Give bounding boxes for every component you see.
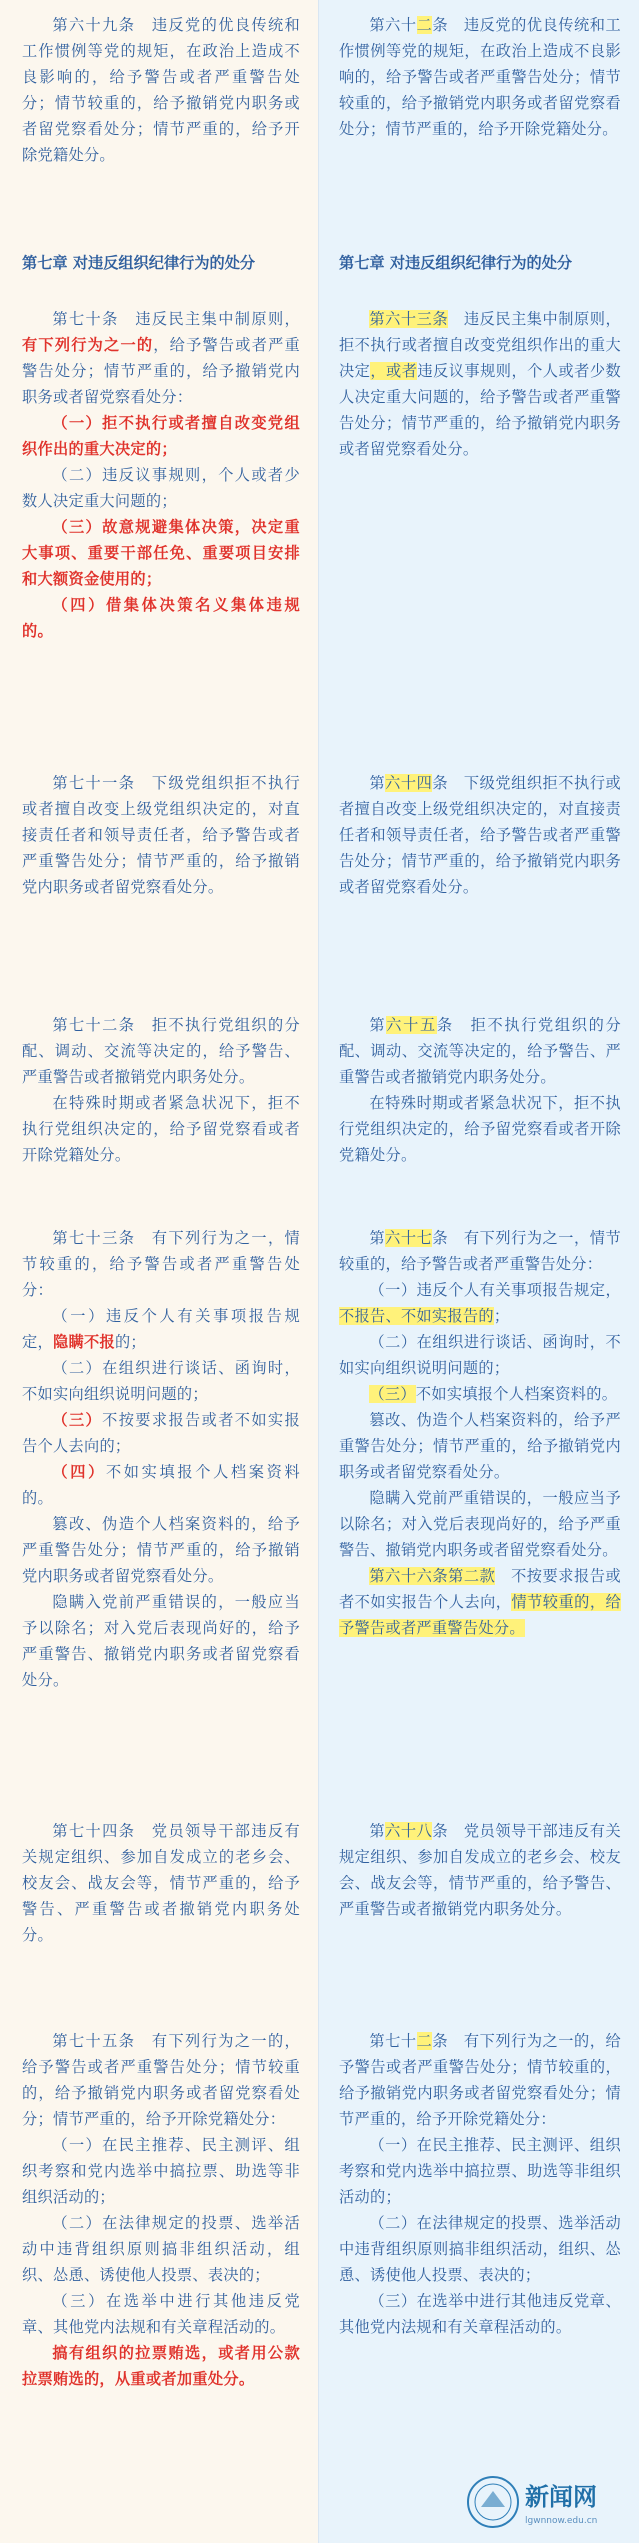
article-65 <box>339 1012 621 1168</box>
article-71 <box>22 770 300 900</box>
article-number: 第七十四条 <box>52 1822 136 1840</box>
article-body: 拒不执行党组织的分配、调动、交流等决定的，给予警告、严重警告或者撤销党内职务处分。 <box>339 1016 621 1086</box>
list-item <box>339 1277 621 1329</box>
article-number: 第 <box>369 774 386 792</box>
paragraph: 隐瞒入党前严重错误的，一般应当予以除名；对入党后表现尚好的，给予严重警告、撤销党内职务或者留党察看处分。 <box>22 1593 300 1689</box>
list-item-text: 的； <box>99 1437 131 1455</box>
article-64 <box>339 770 621 900</box>
highlighted-text: 第六十三条 <box>369 310 449 328</box>
article-67 <box>339 1225 621 1641</box>
list-item: （一）在民主推荐、民主测评、组织考察和党内选举中搞拉票、助选等非组织活动的； <box>339 2136 621 2206</box>
article-text <box>22 1225 300 1303</box>
article-number: 条 <box>432 774 449 792</box>
brand-text: 新闻网 <box>525 2483 597 2511</box>
article-text <box>339 306 621 462</box>
article-number: 第六十九条 <box>52 16 136 34</box>
moved-clause <box>339 1563 621 1641</box>
article-body: 违反民主集中制原则，拒不执行或者擅自改变党组织作出的重大决定 <box>339 310 621 380</box>
article-number: 条 <box>432 1229 449 1247</box>
list-item-text: （一）违反个人有关事项报告规定， <box>22 1307 300 1351</box>
article-body: 有下列行为之一，情节较重的，给予警告或者严重警告处分： <box>22 1229 301 1299</box>
highlighted-text: 六十五 <box>386 1016 437 1034</box>
article-number: 条 <box>432 1822 449 1840</box>
highlighted-text: 二 <box>416 2032 433 2050</box>
new-text: 隐瞒不报 <box>52 1333 115 1351</box>
paragraph: 不按要求报告或者不如实报告个人去向， <box>339 1567 621 1611</box>
highlighted-text: 二 <box>416 16 433 34</box>
article-body: 下级党组织拒不执行或者擅自改变上级党组织决定的，对直接责任者和领导责任者，给予警告或者严重警告处分；情节严重的，给予撤销党内职务或者留党察看处分。 <box>22 774 301 896</box>
right-column-old-version <box>318 0 639 2543</box>
article-text <box>339 1818 621 1922</box>
list-item: （二）在组织进行谈话、函询时，不如实向组织说明问题的； <box>22 1359 300 1403</box>
new-text: （一）拒不执行或者擅自改变党组织作出的重大决定的； <box>22 414 300 458</box>
chapter-heading <box>339 250 621 276</box>
paragraph: 在特殊时期或者紧急状况下，拒不执行党组织决定的，给予留党察看或者开除党籍处分。 <box>22 1094 300 1164</box>
list-item-text: （二）违反议事规则，个人或者少数人决定重大问题的； <box>22 466 300 510</box>
highlighted-text: （三） <box>369 1385 416 1403</box>
new-text: 有下列行为之一的 <box>22 336 154 354</box>
highlighted-text: 六十七 <box>385 1229 433 1247</box>
list-item <box>339 1381 621 1407</box>
article-text <box>22 306 300 410</box>
site-logo <box>463 2471 633 2533</box>
paragraph: 隐瞒入党前严重错误的，一般应当予以除名；对入党后表现尚好的，给予严重警告、撤销党内职务或者留党察看处分。 <box>339 1489 621 1559</box>
list-item <box>22 462 300 514</box>
article-62 <box>339 12 621 142</box>
list-item-text: 不如实填报个人档案资料的。 <box>22 1463 300 1507</box>
article-body: 违反议事规则，个人或者少数人决定重大问题的，给予警告或者严重警告处分；情节严重的，给予撤销党内职务或者留党察看处分。 <box>339 362 621 458</box>
article-text <box>339 1225 621 1277</box>
article-72 <box>22 1012 300 1168</box>
article-68 <box>339 1818 621 1922</box>
article-text <box>22 1012 300 1090</box>
article-body: 党员领导干部违反有关规定组织、参加自发成立的老乡会、校友会、战友会等，情节严重的，给予警告、严重警告或者撤销党内职务处分。 <box>339 1822 621 1918</box>
article-number: 第 <box>369 1016 387 1034</box>
article-text <box>339 2028 621 2132</box>
chapter-title: 第七章 对违反组织纪律行为的处分 <box>22 254 256 272</box>
article-number: 第七十 <box>369 2032 417 2050</box>
list-item: （一）在民主推荐、民主测评、组织考察和党内选举中搞拉票、助选等非组织活动的； <box>22 2136 300 2206</box>
chapter-heading <box>22 250 300 276</box>
highlighted-text: 第六十六条第二款 <box>369 1567 496 1585</box>
list-item: （二）在法律规定的投票、选举活动中违背组织原则搞非组织活动，组织、怂恿、诱使他人投票、表决的； <box>339 2214 621 2284</box>
list-item <box>22 1303 300 1355</box>
list-item-text: ； <box>493 1307 510 1325</box>
list-item-text: （一）违反个人有关事项报告规定， <box>369 1281 621 1299</box>
article-body: ，给予警告或者严重警告处分；情节严重的，给予撤销党内职务或者留党察看处分： <box>22 336 301 406</box>
article-body: 违反民主集中制原则， <box>135 310 301 328</box>
new-text: （三） <box>52 1411 103 1429</box>
list-item-text: 不按要求报告或者不如实报告个人去向 <box>22 1411 300 1455</box>
list-item: （三）在选举中进行其他违反党章、其他党内法规和有关章程活动的。 <box>339 2292 621 2336</box>
list-item-text: 不如实填报个人档案资料的。 <box>415 1385 618 1403</box>
article-number: 条 <box>436 1016 454 1034</box>
highlighted-text: 不报告、不如实报告的 <box>339 1307 494 1325</box>
site-url: lgwnnow.edu.cn <box>525 2516 598 2526</box>
article-body: 党员领导干部违反有关规定组织、参加自发成立的老乡会、校友会、战友会等，情节严重的，给予警告、严重警告或者撤销党内职务处分。 <box>22 1822 301 1944</box>
article-number: 第 <box>369 1229 386 1247</box>
article-69 <box>22 12 300 168</box>
list-item: （二）在组织进行谈话、函询时，不如实向组织说明问题的； <box>339 1333 621 1377</box>
article-73 <box>22 1225 300 1693</box>
paragraph: 篡改、伪造个人档案资料的，给予严重警告处分；情节严重的，给予撤销党内职务或者留党察看处分。 <box>339 1411 621 1481</box>
article-number: 第七十条 <box>52 310 119 328</box>
article-number: 条 <box>432 2032 449 2050</box>
article-74 <box>22 1818 300 1948</box>
article-body: 违反党的优良传统和工作惯例等党的规矩，在政治上造成不良影响的，给予警告或者严重警告处分；情节较重的，给予撤销党内职务或者留党察看处分；情节严重的，给予开除党籍处分。 <box>339 16 621 138</box>
new-text: （三）故意规避集体决策，决定重大事项、重要干部任免、重要项目安排和大额资金使用的； <box>22 518 300 588</box>
highlighted-text: 六十四 <box>385 774 433 792</box>
list-item <box>22 1407 300 1459</box>
paragraph: 篡改、伪造个人档案资料的，给予严重警告处分；情节严重的，给予撤销党内职务或者留党察看处分。 <box>22 1515 300 1585</box>
article-text <box>339 770 621 900</box>
highlighted-text: 情节较重的，给予警告或者严重警告处分。 <box>339 1593 621 1637</box>
article-72-old <box>339 2028 621 2340</box>
new-text: （四）借集体决策名义集体违规的。 <box>22 596 300 640</box>
article-number: 条 <box>432 16 449 34</box>
article-body: 违反党的优良传统和工作惯例等党的规矩，在政治上造成不良影响的，给予警告或者严重警告处分；情节较重的，给予撤销党内职务或者留党察看处分；情节严重的，给予开除党籍处分。 <box>22 16 301 164</box>
article-number: 第七十三条 <box>52 1229 136 1247</box>
list-item <box>22 410 300 462</box>
paragraph: 在特殊时期或者紧急状况下，拒不执行党组织决定的，给予留党察看或者开除党籍处分。 <box>339 1094 621 1164</box>
article-63 <box>339 306 621 462</box>
new-text: 搞有组织的拉票贿选，或者用公款拉票贿选的，从重或者加重处分。 <box>22 2344 300 2388</box>
highlighted-text: ，或者 <box>370 362 418 380</box>
list-item: （二）在法律规定的投票、选举活动中违背组织原则搞非组织活动，组织、怂恿、诱使他人投票、表决的； <box>22 2214 300 2284</box>
article-number: 第七十一条 <box>52 774 136 792</box>
article-number: 第六十 <box>369 16 417 34</box>
article-body: 拒不执行党组织的分配、调动、交流等决定的，给予警告、严重警告或者撤销党内职务处分。 <box>22 1016 301 1086</box>
article-text <box>339 1012 621 1090</box>
article-text <box>22 2028 300 2132</box>
article-text <box>339 12 621 142</box>
new-text: （四） <box>52 1463 106 1481</box>
article-number: 第 <box>369 1822 386 1840</box>
article-text <box>22 12 300 168</box>
article-70 <box>22 306 300 644</box>
article-text <box>22 770 300 900</box>
list-item: （三）在选举中进行其他违反党章、其他党内法规和有关章程活动的。 <box>22 2292 300 2336</box>
chapter-title: 第七章 对违反组织纪律行为的处分 <box>339 254 573 272</box>
article-number: 第七十二条 <box>52 1016 136 1034</box>
article-75 <box>22 2028 300 2392</box>
list-item <box>22 1459 300 1511</box>
list-item-text: 的； <box>114 1333 146 1351</box>
article-text <box>22 1818 300 1948</box>
highlighted-text: 六十八 <box>385 1822 433 1840</box>
left-column-new-version <box>0 0 318 2543</box>
article-body: 有下列行为之一，情节较重的，给予警告或者严重警告处分： <box>339 1229 621 1273</box>
article-body: 下级党组织拒不执行或者擅自改变上级党组织决定的，对直接责任者和领导责任者，给予警告或者严重警告处分；情节严重的，给予撤销党内职务或者留党察看处分。 <box>339 774 621 896</box>
article-body: 有下列行为之一的，给予警告或者严重警告处分；情节较重的，给予撤销党内职务或者留党察看处分；情节严重的，给予开除党籍处分： <box>339 2032 621 2128</box>
article-number: 第七十五条 <box>52 2032 136 2050</box>
article-body: 有下列行为之一的，给予警告或者严重警告处分；情节较重的，给予撤销党内职务或者留党察看处分；情节严重的，给予开除党籍处分： <box>22 2032 301 2128</box>
